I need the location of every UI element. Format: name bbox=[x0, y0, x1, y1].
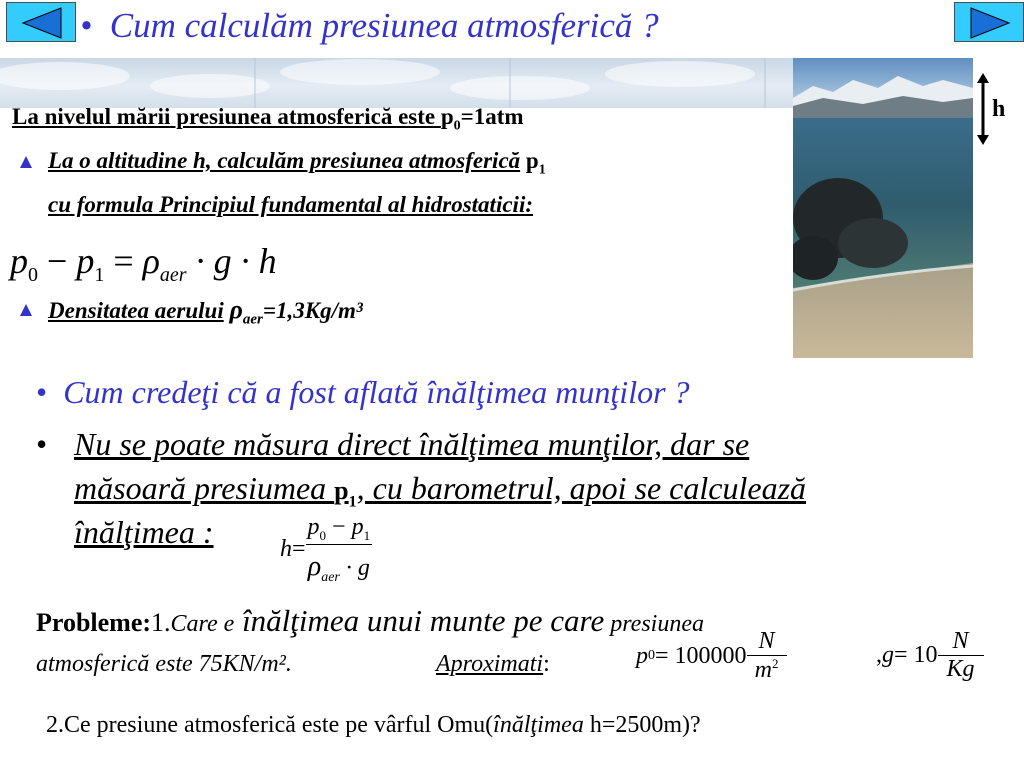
f2-comma: , bbox=[876, 642, 882, 668]
f1-den-m: m bbox=[754, 657, 772, 683]
height-label: h bbox=[992, 96, 1006, 122]
p1-subscript: 1 bbox=[538, 162, 546, 178]
altitude-line-2: cu formula Principiul fundamental al hidrostaticii: bbox=[48, 192, 533, 217]
title-bullet: • bbox=[80, 6, 93, 45]
problem-1-text-b: înălţimea unui munte pe care bbox=[234, 603, 605, 638]
hydrostatic-formula bbox=[10, 240, 277, 287]
mountain-lake-photo bbox=[793, 58, 973, 358]
previous-slide-button[interactable] bbox=[6, 2, 76, 42]
g-formula bbox=[876, 628, 984, 683]
p0-value: =1atm bbox=[460, 104, 524, 129]
f1-den-sup: 2 bbox=[771, 656, 779, 671]
formula-minus: − bbox=[38, 241, 77, 281]
question-text: Cum credeţi că a fost aflată înălţimea munţilor ? bbox=[63, 374, 690, 410]
formula-rho: ρ bbox=[142, 241, 160, 281]
approx-text: Aproximati bbox=[436, 651, 544, 677]
f1-fraction bbox=[747, 628, 787, 684]
density-value: =1,3Kg/m³ bbox=[262, 298, 363, 323]
density-line bbox=[48, 295, 363, 329]
sea-level-text: La nivelul mării presiunea atmosferică este bbox=[12, 104, 441, 129]
answer-text-2a: măsoară presiumea bbox=[74, 470, 335, 506]
hf-num-sub1: 1 bbox=[363, 527, 371, 543]
question-bullet: • bbox=[36, 374, 48, 410]
hf-num-sub0: 0 bbox=[319, 527, 327, 543]
hf-denominator bbox=[306, 551, 372, 586]
answer-text-1: Nu se poate măsura direct înălţimea munţilor, dar se bbox=[74, 426, 750, 462]
question-line bbox=[36, 374, 690, 411]
approx-colon: : bbox=[543, 651, 550, 677]
hf-num-minus: − bbox=[326, 514, 352, 540]
f1-sub: 0 bbox=[648, 648, 655, 663]
formula-p0: p bbox=[10, 241, 28, 281]
problem-1-line-1 bbox=[36, 603, 704, 639]
p0-symbol: p bbox=[440, 104, 454, 129]
hf-num-p: p bbox=[307, 514, 320, 540]
hf-den-aer: aer bbox=[321, 569, 340, 585]
altitude-line-1 bbox=[48, 148, 546, 179]
problem-1-line-2: atmosferică este 75KN/m². bbox=[36, 651, 292, 677]
formula-sub1: 1 bbox=[94, 264, 105, 287]
formula-g-h: · g · h bbox=[186, 241, 277, 281]
hf-num-p1: p bbox=[351, 514, 364, 540]
next-slide-button[interactable] bbox=[954, 2, 1024, 42]
f1-eq: = 100000 bbox=[655, 642, 747, 669]
f2-eq: = 10 bbox=[894, 642, 938, 668]
problem-1-text-c: presiunea bbox=[604, 611, 704, 637]
p0-subscript: 0 bbox=[453, 118, 461, 134]
hf-fraction bbox=[306, 514, 373, 586]
lake-image bbox=[793, 58, 973, 358]
triangle-bullet-icon bbox=[18, 154, 34, 170]
altitude-text-1: La o altitudine h, calculăm presiunea atmosferică bbox=[48, 148, 521, 173]
sea-level-line bbox=[12, 104, 524, 135]
problem-2-text-b: înălţimea bbox=[493, 712, 584, 738]
density-label: Densitatea aerului bbox=[48, 298, 224, 323]
p1-symbol: p bbox=[525, 148, 539, 173]
answer-line-1 bbox=[74, 426, 749, 463]
triangle-left-icon bbox=[7, 3, 77, 43]
p0-formula bbox=[636, 628, 787, 684]
f2-numerator: N bbox=[952, 628, 969, 654]
height-formula bbox=[280, 514, 372, 586]
hf-fraction-bar bbox=[306, 544, 373, 545]
f2-g: g bbox=[882, 642, 894, 668]
hf-den-rho: ρ bbox=[307, 550, 322, 582]
formula-eq: = bbox=[104, 241, 143, 281]
f1-numerator: N bbox=[758, 628, 775, 654]
problem-2-line bbox=[46, 712, 701, 739]
answer-bullet: • bbox=[36, 426, 48, 462]
density-aer: aer bbox=[242, 311, 263, 328]
problem-1-text-a: Care e bbox=[170, 611, 235, 637]
problem-1-number: 1. bbox=[151, 608, 171, 637]
formula-sub0: 0 bbox=[28, 264, 38, 287]
answer-line-3: înălţimea : bbox=[74, 514, 214, 550]
f1-denominator bbox=[753, 656, 781, 684]
answer-p1: p bbox=[334, 476, 349, 505]
f1-p: p bbox=[636, 642, 648, 669]
density-rho: ρ bbox=[229, 295, 243, 324]
formula-p1: p bbox=[76, 241, 95, 281]
height-arrow-icon bbox=[975, 73, 991, 145]
formula-aer: aer bbox=[159, 264, 187, 287]
triangle-bullet-icon bbox=[18, 302, 34, 318]
slide-title bbox=[80, 6, 659, 46]
hf-numerator bbox=[306, 514, 373, 544]
approx-label bbox=[436, 651, 550, 678]
hf-h: h bbox=[280, 536, 292, 563]
triangle-right-icon bbox=[955, 3, 1024, 43]
f2-denominator: Kg bbox=[946, 656, 975, 682]
answer-text-2b: , cu barometrul, apoi se calculează bbox=[356, 470, 807, 506]
f2-fraction bbox=[938, 628, 984, 683]
problem-2-text-c: h=2500m)? bbox=[583, 712, 701, 738]
answer-line-2 bbox=[74, 470, 806, 511]
problem-2-text-a: 2.Ce presiune atmosferică este pe vârful Omu( bbox=[46, 712, 494, 738]
answer-p1-sub: 1 bbox=[348, 493, 357, 511]
hf-eq: = bbox=[292, 536, 306, 563]
title-text: Cum calculăm presiunea atmosferică ? bbox=[109, 6, 659, 45]
hf-den-g: · g bbox=[339, 554, 370, 581]
problems-label: Probleme: bbox=[36, 608, 152, 637]
